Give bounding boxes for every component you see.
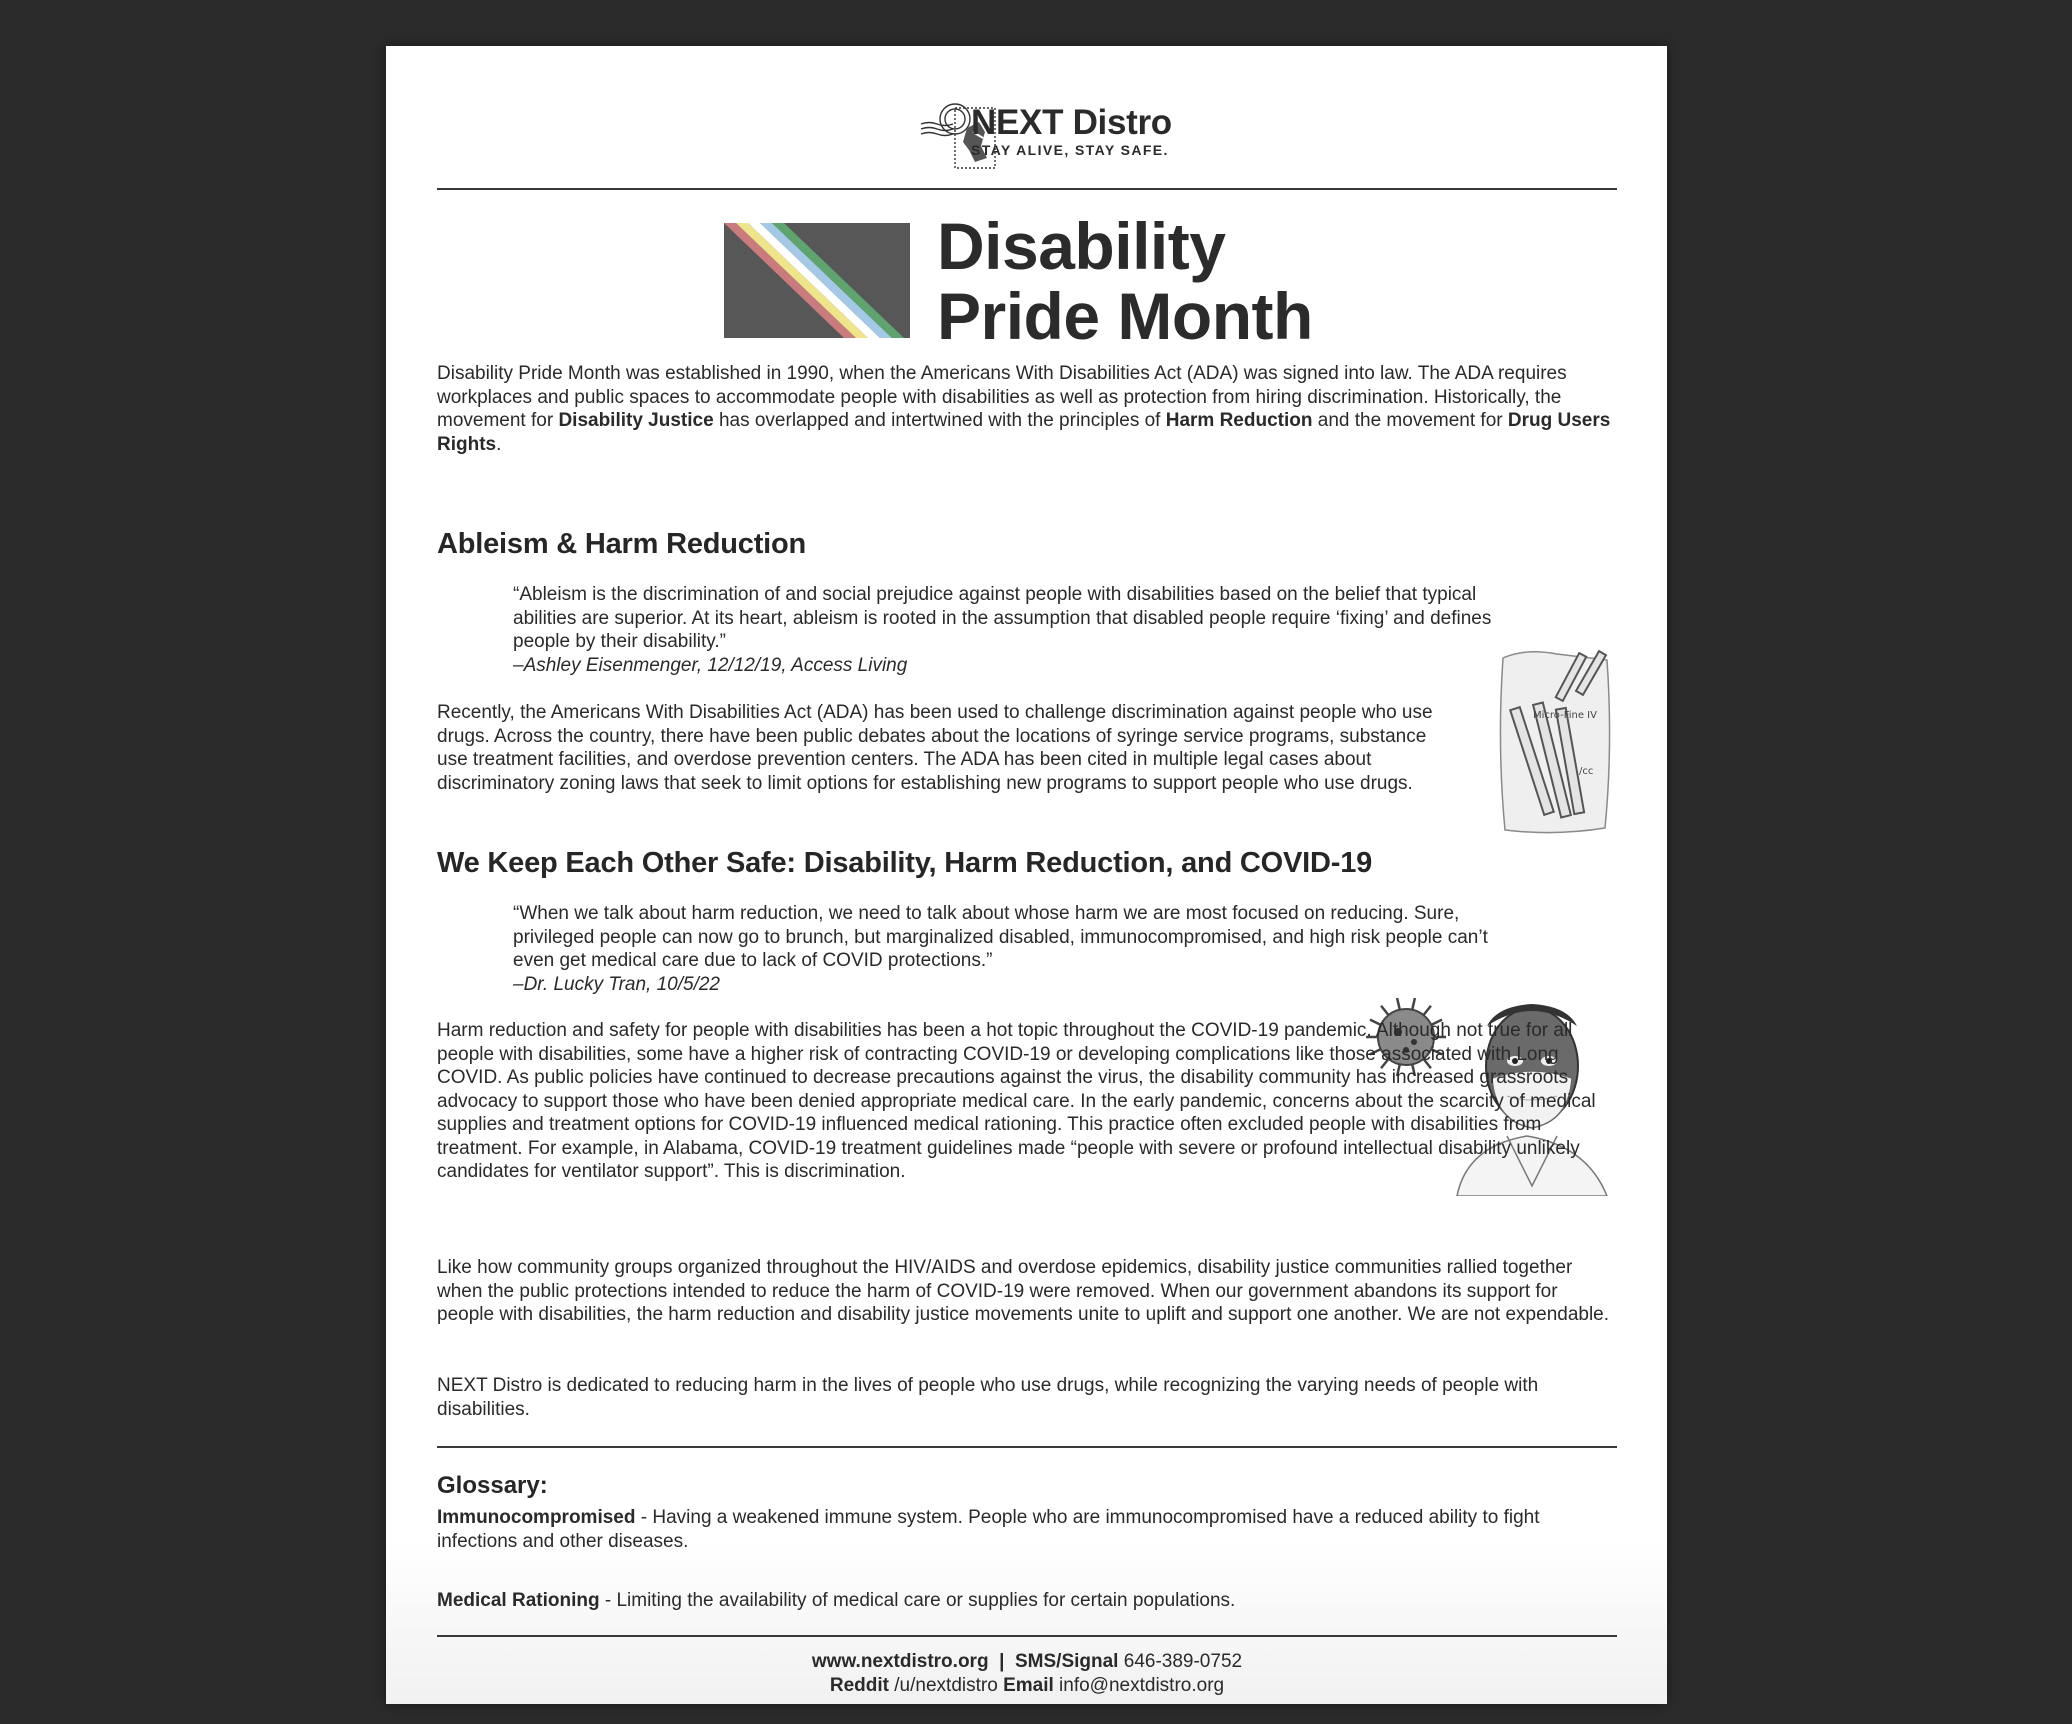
page-title	[937, 211, 1313, 351]
covid-body-3: NEXT Distro is dedicated to reducing harm in the lives of people who use drugs, while recognizing the varying needs of people with disabilities.	[437, 1375, 1539, 1420]
glossary-definition: - Having a weakened immune system. People who are immunocompromised have a reduced ability to fight infections and other diseases.	[437, 1507, 1540, 1552]
quote-text: “Ableism is the discrimination of and social prejudice against people with disabilities based on the belief that typical abilities are superior. At its heart, ableism is rooted in the assumption that disabled people require ‘fixing’ and defines people by their disability.”	[513, 584, 1492, 652]
quote-text: “When we talk about harm reduction, we need to talk about whose harm we are most focused on reducing. Sure, privileged people can now go to brunch, but marginalized disabled, immunocompromised, and high risk people can’t even get medical care due to lack of COVID protections.”	[513, 903, 1488, 971]
intro-paragraph: Disability Pride Month was established in 1990, when the Americans With Disabilities Act (ADA) was signed into law. The ADA requires workplaces and public spaces to accommodate people with disabilities as well as protection from hiring discrimination. Historically, the movement for Disability Justice has overlapped and intertwined with the principles of Harm Reduction and the movement for Drug Users Rights.	[437, 363, 1611, 455]
glossary-item-immunocompromised	[437, 1506, 1619, 1553]
header-divider	[437, 188, 1617, 190]
covid-body-2: Like how community groups organized throughout the HIV/AIDS and overdose epidemics, disability justice communities rallied together when the public protections intended to reduce the harm of COVID-19 were removed. When our government abandons its support for people with disabilities, the harm reduction and disability justice movements unite to uplift and support one another. We are not expendable.	[437, 1257, 1610, 1325]
disability-pride-flag-icon	[724, 223, 910, 338]
ableism-quote	[513, 583, 1523, 677]
email-label: Email	[1003, 1675, 1054, 1696]
footer-divider	[437, 1635, 1617, 1637]
intro-bold-harm-reduction: Harm Reduction	[1165, 410, 1313, 431]
reddit-handle[interactable]: /u/nextdistro	[894, 1675, 998, 1696]
brand-header	[437, 102, 1617, 172]
contact-footer	[437, 1650, 1617, 1698]
website-link[interactable]: www.nextdistro.org	[811, 1651, 989, 1672]
sms-number: 646-389-0752	[1123, 1651, 1243, 1672]
title-line-2: Pride Month	[937, 279, 1313, 353]
sms-label: SMS/Signal	[1015, 1651, 1119, 1672]
ableism-body: Recently, the Americans With Disabilities Act (ADA) has been used to challenge discrimination against people who use drugs. Across the country, there have been public debates about the locations of syringe service programs, substance use treatment facilities, and overdose prevention centers. The ADA has been cited in multiple legal cases about discriminatory zoning laws that seek to limit options for establishing new programs to support people who use drugs.	[437, 702, 1433, 794]
glossary-term: Medical Rationing	[437, 1590, 600, 1611]
reddit-label: Reddit	[829, 1675, 889, 1696]
intro-bold-drug-users-rights: Drug Users Rights	[437, 410, 1611, 455]
brand-tagline: STAY ALIVE, STAY SAFE.	[971, 142, 1169, 158]
quote-citation: –Dr. Lucky Tran, 10/5/22	[513, 973, 720, 995]
glossary-heading: Glossary:	[437, 1472, 548, 1499]
svg-text:Micro-Fine IV: Micro-Fine IV	[1533, 710, 1597, 721]
section-heading-ableism: Ableism & Harm Reduction	[437, 528, 807, 560]
email-address[interactable]: info@nextdistro.org	[1059, 1675, 1225, 1696]
document-page	[386, 46, 1667, 1704]
svg-text:/cc: /cc	[1579, 766, 1594, 777]
syringe-pack-illustration-icon	[1495, 646, 1619, 836]
section-heading-covid: We Keep Each Other Safe: Disability, Harm Reduction, and COVID-19	[437, 847, 1373, 879]
glossary-divider	[437, 1446, 1617, 1448]
glossary-definition: - Limiting the availability of medical care or supplies for certain populations.	[599, 1590, 1236, 1611]
intro-bold-disability-justice: Disability Justice	[558, 410, 714, 431]
title-line-1: Disability	[937, 209, 1226, 283]
footer-line-1	[437, 1650, 1617, 1674]
footer-separator: |	[999, 1651, 1005, 1672]
quote-citation: –Ashley Eisenmenger, 12/12/19, Access Living	[513, 654, 908, 676]
covid-body-1: Harm reduction and safety for people with disabilities has been a hot topic throughout the COVID-19 pandemic. Although not true for all people with disabilities, some have a higher risk of contracting COVID-19 or developing complications like those associated with Long COVID. As public policies have continued to decrease precautions against the virus, the disability community has increased grassroots advocacy to support those who have been denied appropriate medical care. In the early pandemic, concerns about the scarcity of medical supplies and treatment options for COVID-19 influenced medical rationing. This practice often excluded people with disabilities from treatment. For example, in Alabama, COVID-19 treatment guidelines made “people with severe or profound intellectual disability unlikely candidates for ventilator support”. This is discrimination.	[437, 1020, 1596, 1182]
brand-name: NEXT Distro	[971, 103, 1172, 142]
footer-line-2	[437, 1674, 1617, 1698]
glossary-term: Immunocompromised	[437, 1507, 636, 1528]
logo-wordmark	[971, 104, 1231, 158]
harm-reduction-quote	[513, 902, 1523, 996]
glossary-item-medical-rationing	[437, 1589, 1619, 1613]
